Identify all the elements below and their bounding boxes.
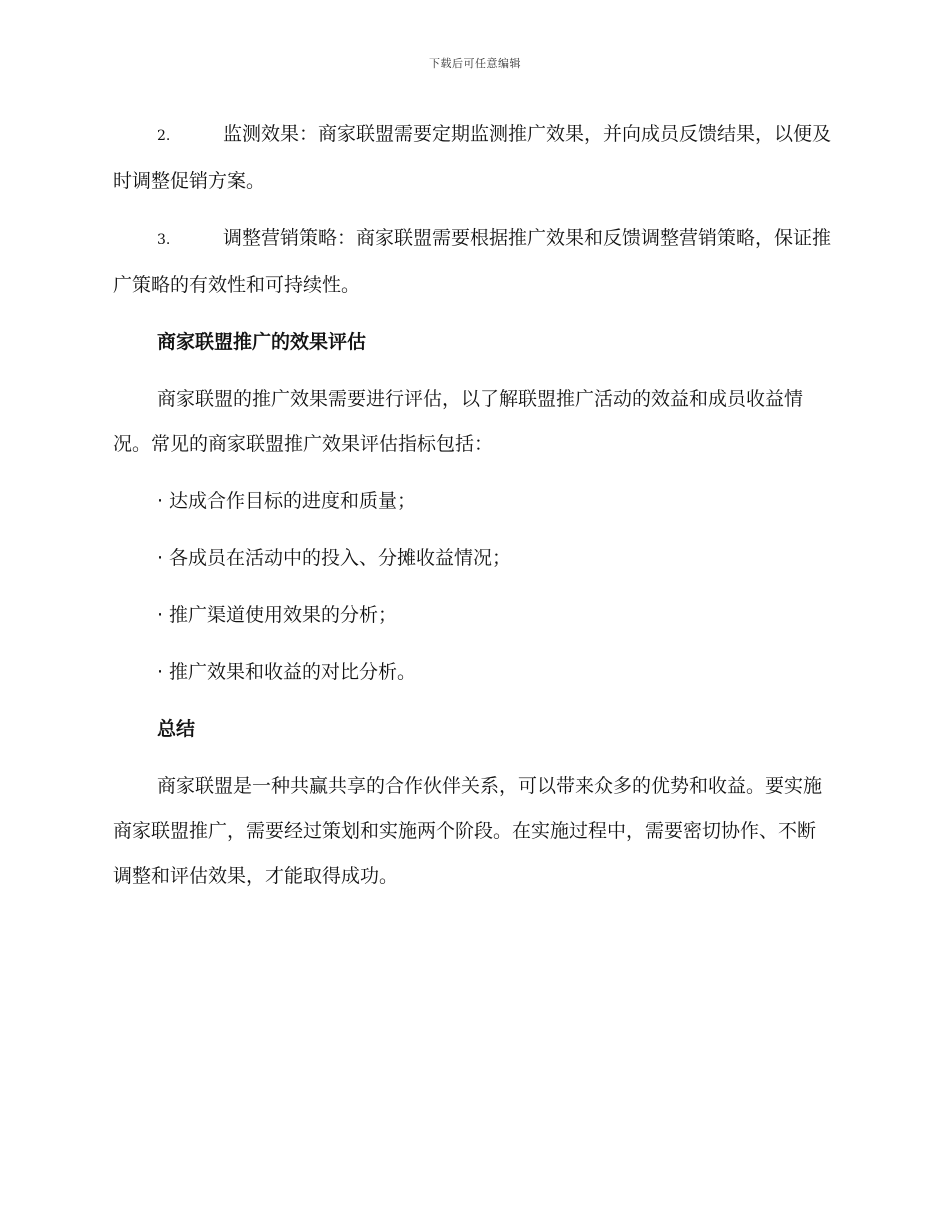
- section-heading-evaluation: 商家联盟推广的效果评估: [157, 331, 367, 353]
- bullet-dot-icon: ·: [157, 547, 164, 569]
- section-heading-summary: 总结: [157, 718, 196, 740]
- list-item-text: 达成合作目标的进度和质量；: [169, 490, 417, 512]
- page-header-note: 下载后可任意编辑: [429, 57, 521, 70]
- bullet-dot-icon: ·: [157, 604, 164, 626]
- numbered-item-2: [113, 112, 833, 204]
- item-text: 监测效果：商家联盟需要定期监测推广效果，并向成员反馈结果，以便及时调整促销方案。: [113, 123, 832, 192]
- document-body: [113, 112, 833, 911]
- list-item: [113, 536, 833, 581]
- numbered-item-3: [113, 216, 833, 308]
- list-item-text: 推广效果和收益的对比分析。: [169, 661, 417, 683]
- item-number: 3.: [157, 232, 171, 248]
- item-number: 2.: [157, 128, 171, 144]
- item-text: 调整营销策略：商家联盟需要根据推广效果和反馈调整营销策略，保证推广策略的有效性和可持续性。: [113, 227, 832, 296]
- summary-paragraph: 商家联盟是一种共赢共享的合作伙伴关系，可以带来众多的优势和收益。要实施商家联盟推广，需要经过策划和实施两个阶段。在实施过程中，需要密切协作、不断调整和评估效果，才能取得成功。: [113, 775, 823, 887]
- list-item: [113, 650, 833, 695]
- list-item: [113, 593, 833, 638]
- list-item-text: 各成员在活动中的投入、分摊收益情况；: [169, 547, 512, 569]
- list-item: [113, 479, 833, 524]
- evaluation-intro-paragraph: 商家联盟的推广效果需要进行评估，以了解联盟推广活动的效益和成员收益情况。常见的商家联盟推广效果评估指标包括：: [113, 388, 804, 455]
- bullet-dot-icon: ·: [157, 661, 164, 683]
- list-item-text: 推广渠道使用效果的分析；: [169, 604, 398, 626]
- bullet-dot-icon: ·: [157, 490, 164, 512]
